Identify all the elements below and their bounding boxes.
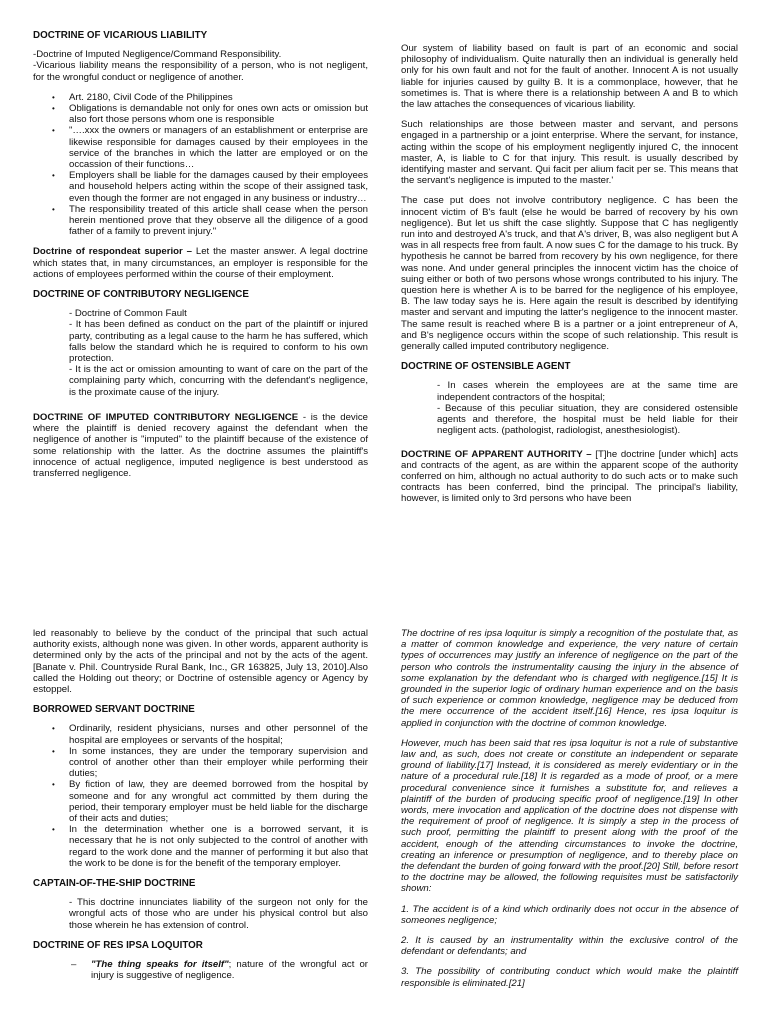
contributory-line: - It is the act or omission amounting to want of care on the part of the complaining party which, concurring with the defendant's negligence, is the proximate cause of the injury. bbox=[69, 364, 368, 398]
list-item: • Art. 2180, Civil Code of the Philippines bbox=[69, 92, 368, 103]
captain-of-ship-heading: CAPTAIN-OF-THE-SHIP DOCTRINE bbox=[33, 878, 196, 890]
apparent-authority-text: [T]he doctrine [under which] acts and contracts of the agent, as are within the apparent scope of the authority conferred on him, although no actual authority to do such acts or to make such contracts has been conferred, bind the principal. The principal's liability, however, is limited only to 3rd persons who have been bbox=[401, 448, 738, 505]
page-separator bbox=[0, 585, 768, 622]
imputed-contributory-text: - is the device where the plaintiff is denied recovery against the defendant when the negligence of another is "imputed" to the plaintiff because of the existence of some relationship with the latter. As the doctrine assumes the plaintiff's innocence of actual negligence, imputed negligence is best understood as transferred negligence. bbox=[33, 411, 368, 479]
respondeat-superior-heading: Doctrine of respondeat superior – bbox=[33, 246, 192, 258]
page2-left-column bbox=[33, 628, 368, 981]
ostensible-line: - In cases wherein the employees are at the same time are independent contractors of the hospital; bbox=[437, 380, 738, 403]
contributory-line: - It has been defined as conduct on the part of the plaintiff or injured party, contributing as a legal cause to the harm he has suffered, which falls below the standard which he is required to conform to his own protection. bbox=[69, 319, 368, 365]
requisite-3: 3. The possibility of contributing conduct which would make the plaintiff responsible is eliminated.[21] bbox=[401, 966, 738, 989]
res-ipsa-paragraph-2: However, much has been said that res ipsa loquitur is not a rule of substantive law and, as such, does not create or constitute an independent or separate ground of liability.[17] Instead, it is considered as merely evidentiary or in the nature of a procedural rule.[18] It is regarded as a mode of proof, or a mere procedural convenience since it furnishes a substitute for, and relieves a plaintiff of the burden of producing specific proof of negligence.[19] In other words, mere invocation and application of the doctrine does not dispense with the requirement of proof of negligence. It is simply a step in the process of such proof, permitting the plaintiff to present along with the proof of the accident, enough of the attending circumstances to invoke the doctrine, creating an inference or presumption of negligence, and to thereby place on the defendant the burden of going forward with the proof.[20] Still, before resort to the doctrine may be allowed, the following requisites must be satisfactorily shown: bbox=[401, 737, 738, 895]
borrowed-servant-list bbox=[33, 723, 368, 869]
liability-paragraph-2: Such relationships are those between master and servant, and persons engaged in a partnership or a joint enterprise. Where the servant, for instance, acting within the scope of his employment negligently injured C, the innocent master, A, is liable to C for that injury. This result. is usually described by identifying master and servant. Qui facit per alium facit per se. This means that the servant's negligence is imputed to the master.' bbox=[401, 119, 738, 187]
imputed-contributory-paragraph bbox=[33, 412, 368, 479]
apparent-authority-paragraph bbox=[401, 449, 738, 505]
vicarious-liability-heading: DOCTRINE OF VICARIOUS LIABILITY bbox=[33, 30, 208, 41]
list-item: • "….xxx the owners or managers of an establishment or enterprise are likewise responsible for damages caused by their employees in the service of the branches in which the latter are employed or on the occassion of their functions… bbox=[69, 125, 368, 170]
res-ipsa-item bbox=[91, 959, 368, 981]
apparent-authority-continuation: led reasonably to believe by the conduct of the principal that such actual authority exists, although none was given. In other words, apparent authority is determined only by the acts of the principal and not by the acts of the agent. [Banate v. Phil. Countryside Rural Bank, Inc., GR 163825, July 13, 2010].Also called the Holding out theory; or Doctrine of ostensible agency or Agency by estoppel. bbox=[33, 628, 368, 696]
list-item: • Employers shall be liable for the damages caused by their employees and household helpers acting within the scope of their assigned task, even though the former are not engaged in any business or industry… bbox=[69, 170, 368, 204]
list-item: • Obligations is demandable not only for ones own acts or omission but also fort those persons whom one is responsible bbox=[69, 103, 368, 125]
vicarious-intro-2: -Vicarious liability means the responsibility of a person, who is not negligent, for the wrongful conduct or negligence of another. bbox=[33, 60, 368, 83]
ostensible-agent-heading: DOCTRINE OF OSTENSIBLE AGENT bbox=[401, 361, 571, 373]
list-item: • Ordinarily, resident physicians, nurses and other personnel of the hospital are employees or servants of the hospital; bbox=[69, 723, 368, 745]
imputed-contributory-heading: DOCTRINE OF IMPUTED CONTRIBUTORY NEGLIGENCE bbox=[33, 411, 299, 423]
page1-left-column bbox=[33, 30, 368, 488]
vicarious-intro-1: -Doctrine of Imputed Negligence/Command Responsibility. bbox=[33, 49, 282, 61]
respondeat-superior-text: Let the master answer. A legal doctrine which states that, in many circumstances, an employer is responsible for the actions of employees performed within the course of their employment. bbox=[33, 246, 368, 280]
res-ipsa-quote: "The thing speaks for itself" bbox=[91, 959, 229, 971]
contributory-negligence-heading: DOCTRINE OF CONTRIBUTORY NEGLIGENCE bbox=[33, 289, 249, 301]
list-item: • In the determination whether one is a borrowed servant, it is necessary that he is not only subjected to the control of another with regard to the work done and the manner of performing it but also that the work to be done is for the benefit of the temporary employer. bbox=[69, 824, 368, 869]
res-ipsa-paragraph-1: The doctrine of res ipsa loquitur is simply a recognition of the postulate that, as a matter of common knowledge and experience, the very nature of certain types of occurrences may justify an inference of negligence on the part of the person who controls the instrumentality causing the injury in the absence of some explanation by the defendant who is charged with negligence.[15] It is grounded in the superior logic of ordinary human experience and on the basis of such experience or common knowledge, negligence may be deduced from the mere occurrence of the accident itself.[16] Hence, res ipsa loquitur is applied in conjunction with the doctrine of common knowledge. bbox=[401, 628, 738, 729]
res-ipsa-heading: DOCTRINE OF RES IPSA LOQUITOR bbox=[33, 939, 203, 951]
ostensible-agent-body bbox=[437, 380, 738, 436]
liability-paragraph-1: Our system of liability based on fault is part of an economic and social philosophy of individualism. Quite naturally then an individual is generally held only for his own fault and not for the fault of another. Innocent A is not usually liable for injuries caused by guilty B. It is a commonplace, however, that he sometimes is. That is where there is a relationship between A and B to which the law attaches the consequences of vicarious liability. bbox=[401, 43, 738, 111]
page1-right-column bbox=[401, 43, 738, 514]
document-page-2 bbox=[0, 622, 768, 1024]
respondeat-superior-paragraph bbox=[33, 246, 368, 280]
contributory-line: - Doctrine of Common Fault bbox=[69, 308, 187, 320]
res-ipsa-text: ; nature of the wrongful act or injury is suggestive of negligence. bbox=[91, 959, 368, 982]
page2-right-column bbox=[401, 628, 738, 998]
vicarious-bullet-list bbox=[33, 92, 368, 238]
captain-of-ship-text: - This doctrine innunciates liability of the surgeon not only for the wrongful acts of those who are under his physical control but also those wherein he has extension of control. bbox=[69, 897, 368, 931]
apparent-authority-heading: DOCTRINE OF APPARENT AUTHORITY – bbox=[401, 448, 592, 460]
ostensible-line: - Because of this peculiar situation, they are considered ostensible agents and therefore, the hospital must be held liable for their negligent acts. (pathologist, radiologist, anesthesiologist). bbox=[437, 402, 738, 437]
list-item: • By fiction of law, they are deemed borrowed from the hospital by someone and for any wrongful act committed by them during the period, their temporary employer must be held liable for the discharge of their acts and duties; bbox=[69, 779, 368, 824]
liability-paragraph-3: The case put does not involve contributory negligence. C has been the innocent victim of B's fault (else he would be barred of recovery by his own negligence). But let us shift the case slightly. Suppose that C has negligently run into and destroyed A's truck, and that A's driver, B, was also negligent but A was in all respects free from fault. A now sues C for the damage to his truck. By hypothesis he cannot be barred from recovery by his own negligence, for there was none. And under general principles the innocent victim has the choice of suing either or both of two persons whose wrongs contributed to his injury. The question here is whether A is to be barred for the negligence of his employee, B. The law today says he is. Here again the result is described by identifying master and servant and imputing the latter's negligence to the innocent master. The same result is reached where B is a partner or a joint entrepreneur of A, and B's negligence occurs within the scope of such relationship. This result is generally called imputed contributory negligence. bbox=[401, 195, 738, 353]
contributory-negligence-body bbox=[69, 308, 368, 398]
list-item: • The responsibility treated of this article shall cease when the person herein mentioned prove that they observe all the diligence of a good father of a family to prevent injury." bbox=[69, 204, 368, 238]
requisite-1: 1. The accident is of a kind which ordinarily does not occur in the absence of someones negligence; bbox=[401, 903, 738, 926]
requisite-2: 2. It is caused by an instrumentality within the exclusive control of the defendant or defendants; and bbox=[401, 935, 738, 958]
borrowed-servant-heading: BORROWED SERVANT DOCTRINE bbox=[33, 704, 195, 716]
list-item: • In some instances, they are under the temporary supervision and control of another other than their employer while performing their duties; bbox=[69, 746, 368, 780]
